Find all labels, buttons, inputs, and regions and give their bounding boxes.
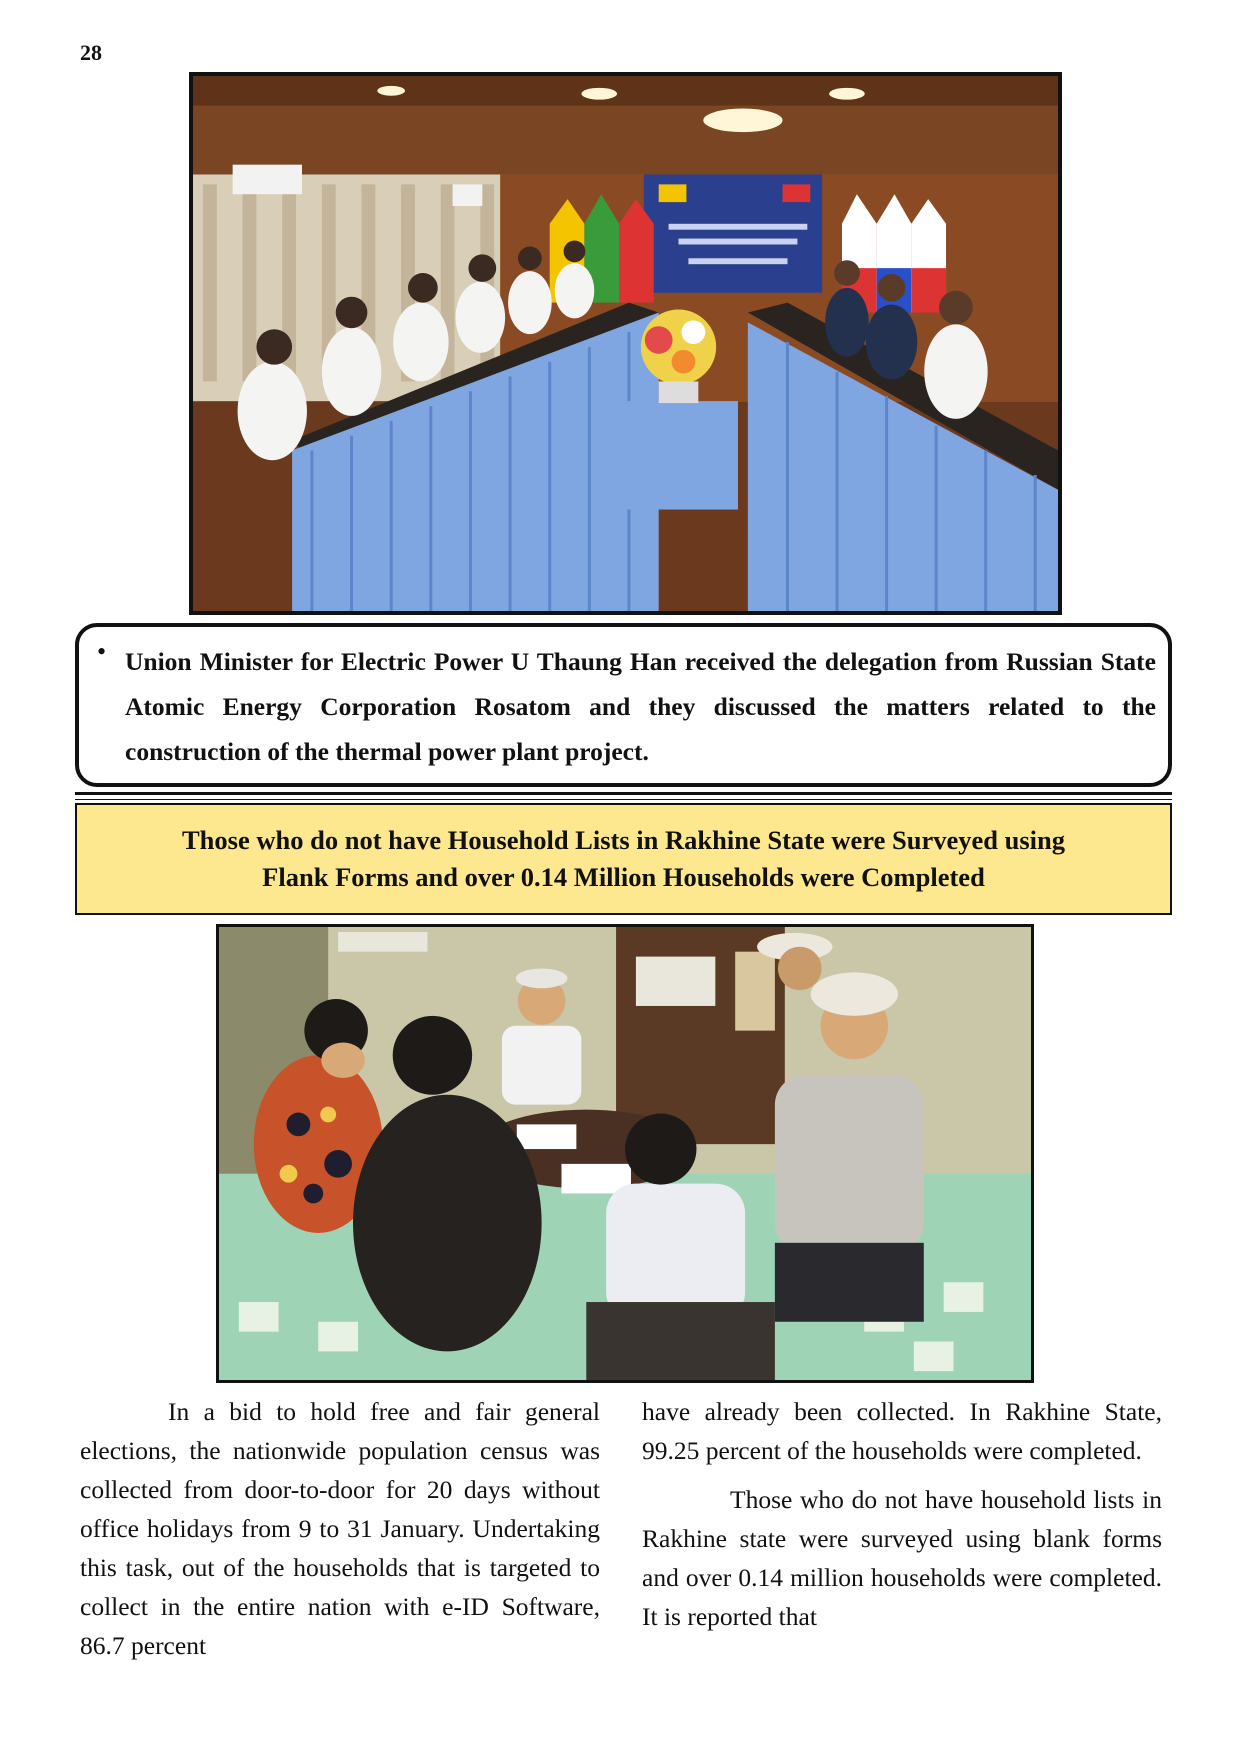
- bullet-point: •: [97, 637, 107, 666]
- survey-photo-illustration: [219, 927, 1031, 1380]
- headline-box: [75, 803, 1172, 915]
- section-divider: [75, 792, 1172, 800]
- article-column-right: [642, 1392, 1162, 1636]
- photo-caption-box: [75, 623, 1172, 787]
- meeting-photo-illustration: [193, 76, 1058, 611]
- article-column-left: [80, 1392, 600, 1665]
- article-paragraph: In a bid to hold free and fair general elections, the nationwide population census was collected from door-to-door for 20 days without office holidays from 9 to 31 January. Undertaking this task, out of the households that is targeted to collect in the entire nation with e-ID Software, 86.7 percent: [80, 1397, 600, 1660]
- survey-photo: [216, 924, 1034, 1383]
- headline-line-2: Flank Forms and over 0.14 Million Households were Completed: [262, 862, 985, 892]
- article-paragraph: Those who do not have household lists in Rakhine state were surveyed using blank forms and over 0.14 million households were completed. It is reported that: [642, 1485, 1162, 1631]
- photo-caption: Union Minister for Electric Power U Thaung Han received the delegation from Russian State Atomic Energy Corporation Rosatom and they discussed the matters related to the construction of the thermal power plant project.: [125, 647, 1156, 766]
- meeting-photo: [189, 72, 1062, 615]
- article-headline: [182, 822, 1065, 896]
- page-number: 28: [80, 40, 102, 65]
- article-paragraph: have already been collected. In Rakhine State, 99.25 percent of the households were completed.: [642, 1397, 1162, 1465]
- headline-line-1: Those who do not have Household Lists in Rakhine State were Surveyed using: [182, 825, 1065, 855]
